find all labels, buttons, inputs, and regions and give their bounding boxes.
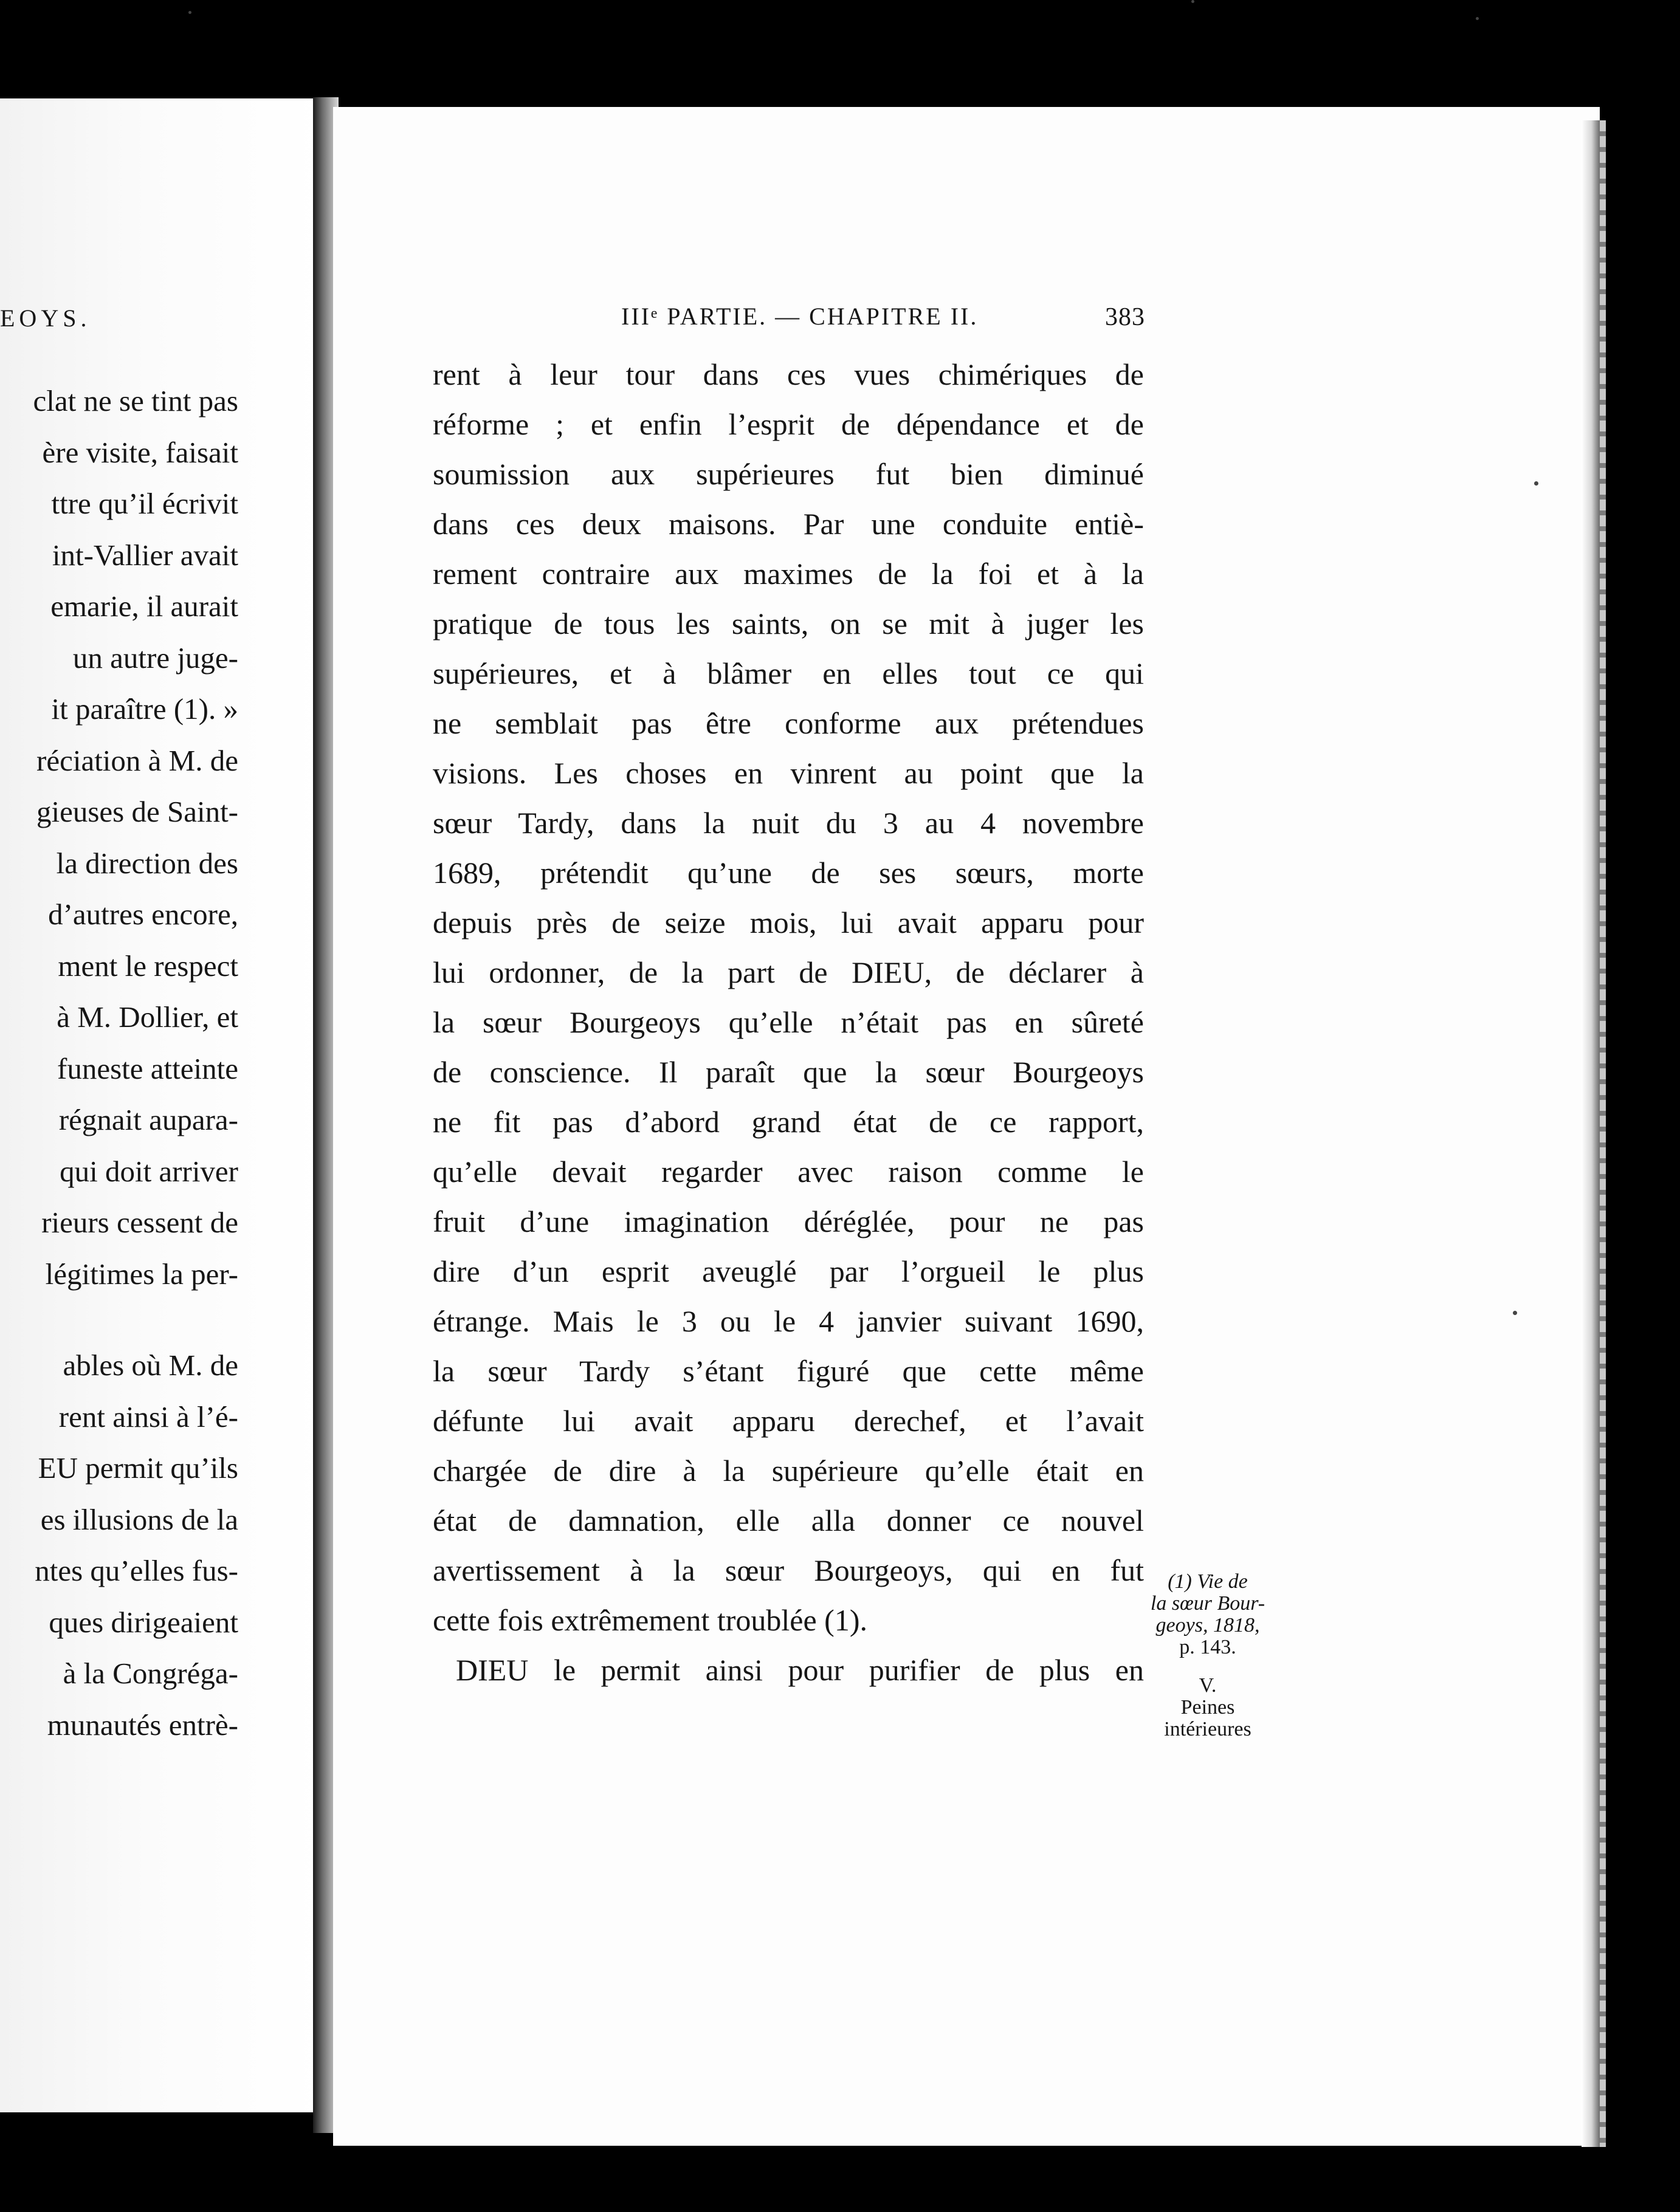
left-text-line: funeste atteinte — [57, 1051, 238, 1085]
text-line: pratique de tous les saints, on se mit à juger les — [433, 606, 1144, 641]
left-text-line: d’autres encore, — [48, 898, 238, 931]
left-text-line: ment le respect — [58, 949, 238, 983]
left-text-line: réciation à M. de — [36, 743, 238, 777]
left-text-line: rieurs cessent de — [41, 1206, 238, 1239]
text-line: lui ordonner, de la part de DIEU, de déclarer à — [433, 955, 1144, 989]
text-line: dire d’un esprit aveuglé par l’orgueil le plus — [433, 1254, 1144, 1288]
left-text-line: clat ne se tint pas — [33, 384, 238, 417]
scan-dot — [1534, 481, 1538, 486]
left-running-header: EOYS. — [0, 304, 91, 332]
left-text-line: emarie, il aurait — [50, 589, 238, 623]
left-text-line: un autre juge- — [72, 641, 238, 675]
text-line: rement contraire aux maximes de la foi et à la — [433, 557, 1144, 591]
text-line: réforme ; et enfin l’esprit de dépendance et de — [433, 407, 1144, 441]
left-text-line: gieuses de Saint- — [36, 795, 238, 828]
right-page-text — [433, 349, 1144, 1695]
left-text-line: ables où M. de — [63, 1348, 238, 1382]
text-line: depuis près de seize mois, lui avait apparu pour — [433, 905, 1144, 939]
left-text-line: ques dirigeaient — [49, 1605, 238, 1639]
page-number: 383 — [1105, 303, 1145, 331]
left-text-line: qui doit arriver — [60, 1154, 238, 1188]
text-line: défunte lui avait apparu derechef, et l’avait — [433, 1404, 1144, 1438]
text-line: visions. Les choses en vinrent au point que la — [433, 756, 1144, 790]
text-line: la sœur Tardy s’étant figuré que cette même — [433, 1354, 1144, 1388]
text-line: DIEU le permit ainsi pour purifier de plus en — [456, 1653, 1144, 1687]
left-text-line: régnait aupara- — [58, 1103, 238, 1136]
section-title-line: intérieures — [1164, 1718, 1251, 1740]
text-line: sœur Tardy, dans la nuit du 3 au 4 novembre — [433, 806, 1144, 840]
footnote-line: geoys, 1818, — [1155, 1614, 1260, 1637]
left-text-line: int-Vallier avait — [52, 538, 238, 572]
footnote-line: p. 143. — [1179, 1636, 1236, 1658]
paragraph-gap — [0, 1300, 238, 1340]
footnote-line: (1) Vie de — [1168, 1570, 1248, 1593]
left-text-line: à la Congréga- — [63, 1657, 238, 1690]
left-page — [0, 98, 325, 2112]
left-text-line: munautés entrè- — [47, 1708, 238, 1742]
left-text-line: rent ainsi à l’é- — [58, 1400, 238, 1434]
text-line: cette fois extrêmement troublée (1). — [433, 1603, 867, 1637]
text-line: étrange. Mais le 3 ou le 4 janvier suivant 1690, — [433, 1304, 1144, 1338]
section-title-line: Peines — [1180, 1696, 1235, 1719]
left-text-line: ère visite, faisait — [42, 435, 238, 469]
text-line: la sœur Bourgeoys qu’elle n’était pas en sûreté — [433, 1005, 1144, 1039]
footnote-line: la sœur Bour- — [1150, 1592, 1265, 1615]
text-line: fruit d’une imagination déréglée, pour ne pas — [433, 1204, 1144, 1238]
text-line: dans ces deux maisons. Par une conduite entiè- — [433, 507, 1144, 541]
left-text-line: légitimes la per- — [45, 1257, 238, 1291]
margin-notes — [1138, 1571, 1278, 1740]
left-text-line: EU permit qu’ils — [38, 1451, 238, 1485]
scan-dot — [188, 11, 191, 14]
left-text-line: ntes qu’elles fus- — [35, 1554, 238, 1587]
scan-dot — [1513, 1311, 1517, 1315]
text-line: chargée de dire à la supérieure qu’elle était en — [433, 1454, 1144, 1488]
text-line: avertissement à la sœur Bourgeoys, qui en fut — [433, 1553, 1144, 1587]
text-line: 1689, prétendit qu’une de ses sœurs, morte — [433, 856, 1144, 890]
left-text-line: à M. Dollier, et — [57, 1000, 238, 1034]
text-line: de conscience. Il paraît que la sœur Bourgeoys — [433, 1055, 1144, 1089]
scan-dot — [1191, 0, 1194, 3]
text-line: ne fit pas d’abord grand état de ce rapport, — [433, 1105, 1144, 1139]
text-line: soumission aux supérieures fut bien diminué — [433, 457, 1144, 491]
left-text-line: it paraître (1). » — [51, 692, 238, 726]
text-line: état de damnation, elle alla donner ce nouvel — [433, 1503, 1144, 1537]
text-line: ne semblait pas être conforme aux prétendues — [433, 706, 1144, 740]
left-text-line: la direction des — [56, 846, 238, 880]
chapter-header: IIIᵉ PARTIE. — CHAPITRE II. — [621, 303, 979, 330]
left-page-text — [0, 376, 238, 1751]
scan-dot — [1476, 17, 1479, 20]
page-edge — [1582, 120, 1600, 2147]
left-text-line: es illusions de la — [40, 1502, 238, 1536]
text-line: rent à leur tour dans ces vues chimériques de — [433, 357, 1144, 391]
section-number: V. — [1199, 1674, 1217, 1697]
text-line: qu’elle devait regarder avec raison comme le — [433, 1155, 1144, 1189]
text-line: supérieures, et à blâmer en elles tout ce qui — [433, 656, 1144, 690]
left-text-line: ttre qu’il écrivit — [51, 487, 238, 520]
